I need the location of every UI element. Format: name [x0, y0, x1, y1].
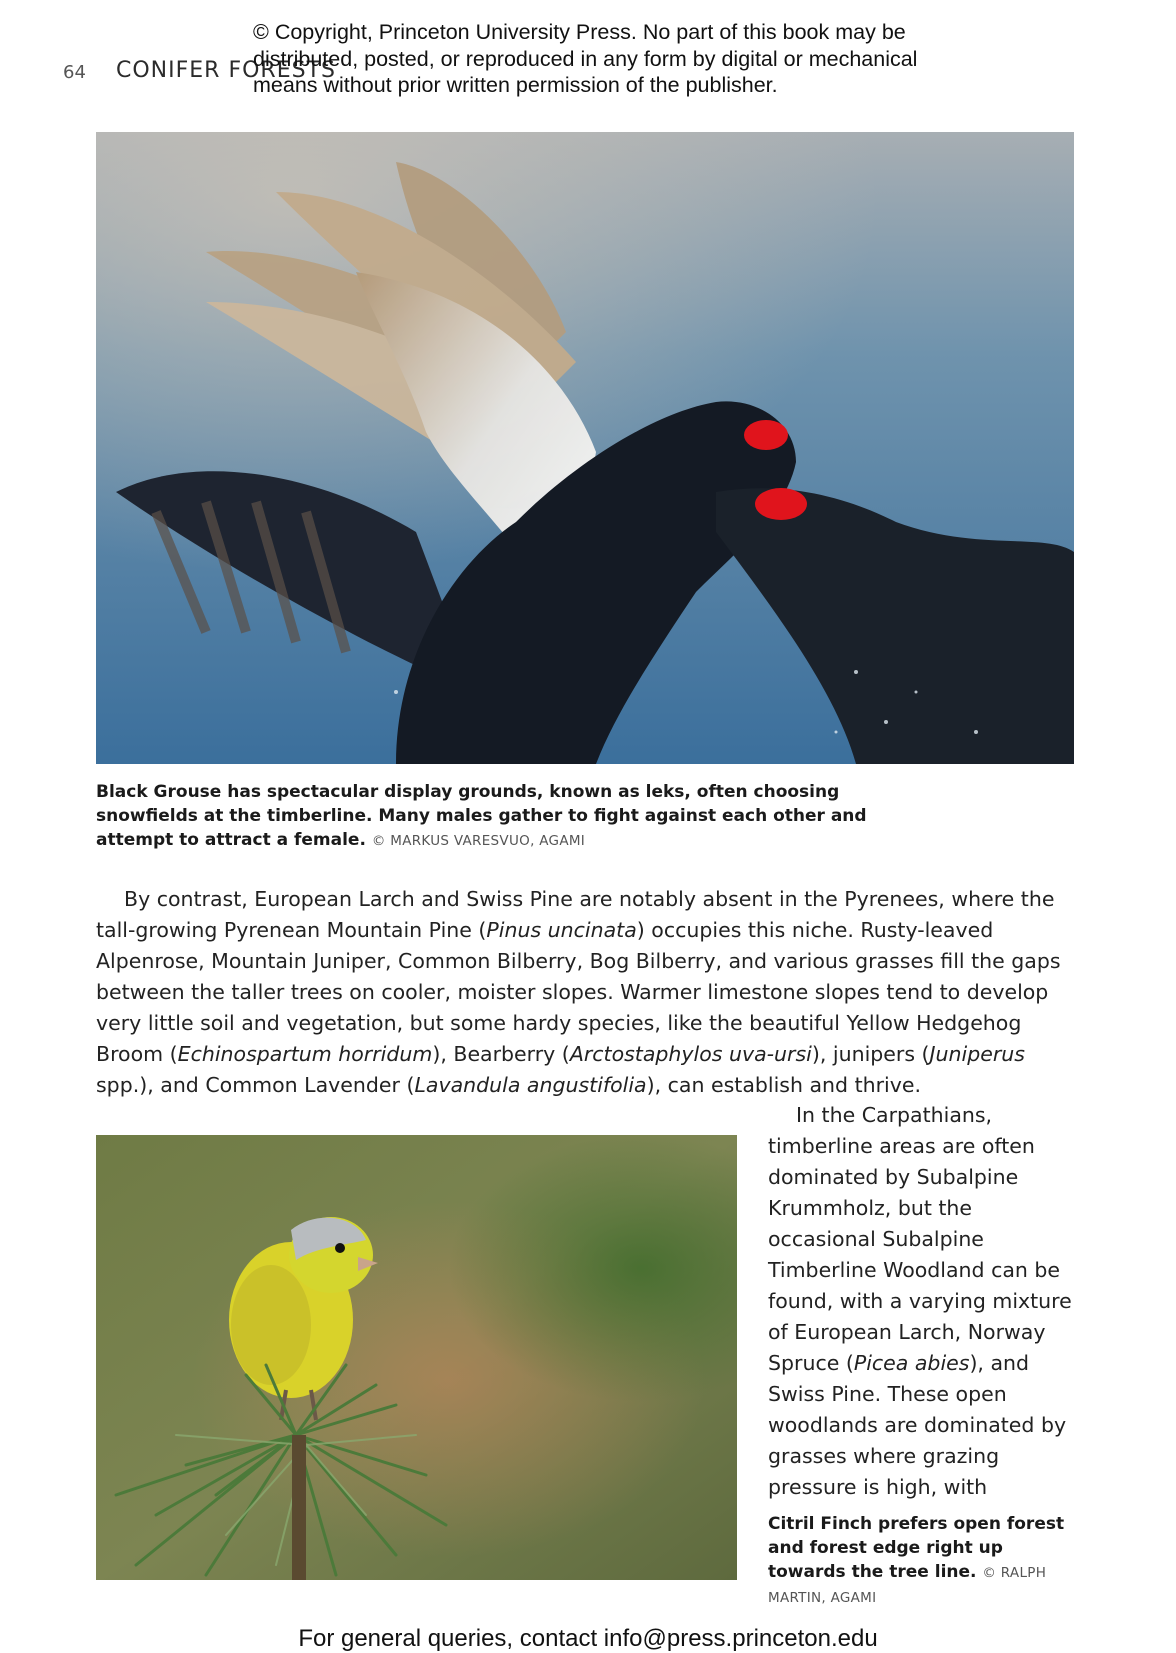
p2-text-b: ), and Swiss Pine. These open woodlands are dominated by grasses where grazing pressure is high, with [768, 1351, 1067, 1499]
p1-text-a: By contrast, European Larch and Swiss Pine are notably absent in the Pyrenees, where the tall-growing Pyrenean Mountain Pine ( [96, 887, 1055, 942]
running-head: CONIFER FORESTS [116, 58, 336, 83]
finch-photo-credit: © RALPH MARTIN, AGAMI [768, 1565, 1047, 1606]
citril-finch-photo [96, 1135, 737, 1580]
grouse-caption-text: Black Grouse has spectacular display grounds, known as leks, often choosing snowfields at the timberline. Many males gather to fight against each other and attempt to attract a female. [96, 782, 867, 850]
p1-italic-1: Pinus uncinata [486, 918, 637, 942]
p1-italic-4: Juniperus [929, 1042, 1025, 1066]
p1-text-d: ), junipers ( [811, 1042, 930, 1066]
p1-text-c: ), Bearberry ( [432, 1042, 570, 1066]
body-paragraph-1 [96, 884, 1080, 1101]
finch-caption-text: Citril Finch prefers open forest and forest edge right up towards the tree line. [768, 1514, 1065, 1582]
p1-italic-2: Echinospartum horridum [177, 1042, 433, 1066]
grouse-caption [96, 780, 896, 853]
page-number: 64 [63, 62, 86, 83]
p2-text-a: In the Carpathians, timberline areas are often dominated by Subalpine Krummholz, but the occasional Subalpine Timberline Woodland can be found, with a varying mixture of European Larch, Norway Spruce ( [768, 1103, 1072, 1375]
finch-caption [768, 1512, 1078, 1610]
p2-italic-1: Picea abies [853, 1351, 970, 1375]
p1-text-e: spp.), and Common Lavender ( [96, 1073, 415, 1097]
black-grouse-photo [96, 132, 1074, 764]
footer-contact: For general queries, contact info@press.princeton.edu [298, 1625, 878, 1652]
p1-text-f: ), can establish and thrive. [646, 1073, 921, 1097]
copyright-notice: © Copyright, Princeton University Press. No part of this book may be distributed, posted, or reproduced in any form by digital or mechanical means without prior written permission of the publisher. [253, 20, 918, 97]
p1-italic-5: Lavandula angustifolia [414, 1073, 647, 1097]
body-paragraph-2 [768, 1100, 1080, 1503]
grouse-photo-credit: © MARKUS VARESVUO, AGAMI [371, 833, 586, 849]
p1-text-b: ) occupies this niche. Rusty-leaved Alpenrose, Mountain Juniper, Common Bilberry, Bog Bilberry, and various grasses fill the gaps between the taller trees on cooler, moister slopes. Warmer limestone slopes tend to develop very little soil and vegetation, but some hardy species, like the beautiful Yellow Hedgehog Broom ( [96, 918, 1061, 1066]
p1-italic-3: Arctostaphylos uva-ursi [569, 1042, 812, 1066]
